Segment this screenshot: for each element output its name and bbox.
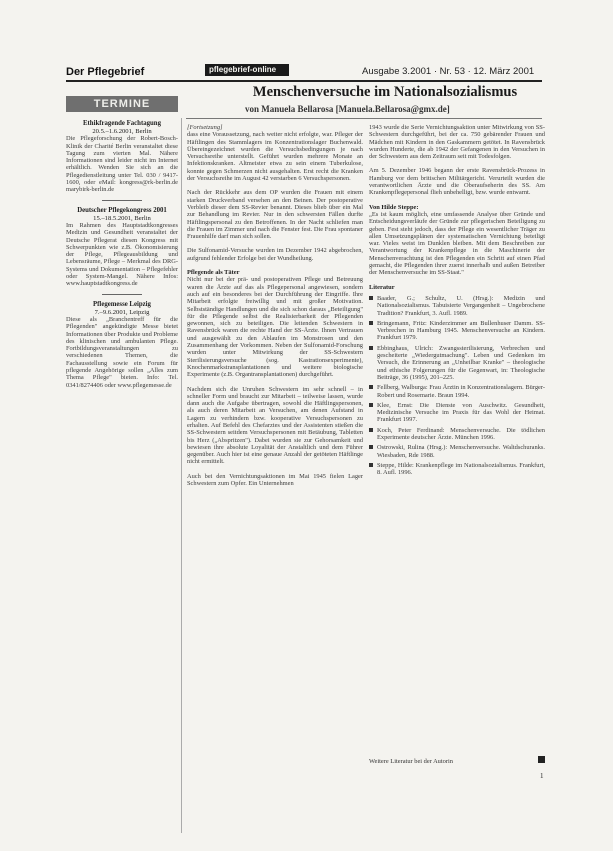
literature-text: Steppe, Hilde: Krankenpflege im Nationalsozialismus. Frankfurt, 8. Aufl. 1996. — [377, 461, 545, 477]
bullet-icon — [369, 463, 373, 467]
article-column-1 — [187, 124, 363, 832]
literature-item — [369, 384, 545, 399]
literature-text: Koch, Peter Ferdinand: Menschenversuche. Die tödlichen Experimente deutscher Ärzte. München 1996. — [377, 426, 545, 441]
event-body: Diese als „Branchentreff für die Pflegenden" angekündigte Messe bietet Informationen über Produkte und Probleme des klinischen und ambulanten Pflege. Fortbildungsveranstaltungen zu verschiedenen Themen, die Fachausstellung sowie ein Forum für pflegende Angehörige sollen „Alles zum Thema Pflege" bieten. Info: Tel. 0341/8274406 oder www.pflegemesse.de — [66, 315, 178, 389]
masthead-rule — [66, 80, 542, 82]
event-body: Die Pflegeforschung der Robert-Bosch-Klinik der Charité Berlin veranstaltet diese Tagung zum vierten Mal. Nähere Informationen sind leider nicht im Internet erhältlich. Wenden Sie sich an die Pflegedienstleitung unter Tel. 030 / 9417-1600, oder eMail: kongress@rk-berlin.de marybirk-berlin.de — [66, 135, 178, 194]
issue-info: Ausgabe 3.2001 · Nr. 53 · 12. März 2001 — [362, 66, 535, 77]
bullet-icon — [369, 403, 373, 407]
event-ethik — [66, 120, 178, 194]
paragraph: Nachdem sich die Unruhen Schwestern im sehr schnell – in schneller Form und braucht zur Mitarbeit – teilweise lassen, wurde dann auch die Aufgabe übertragen, sowohl die Häftlingspersonen, als auch deren Mitarbeit an Versuchen, am denen Aufstand in Lagern zu verhindern bzw. kooperative Versuchspersonen zu erhalten. Auf Befehl des Chefarztes und der Assistenten stießen die SS-Schwestern seitdem Versuchspersonen mit Betäubung, Tabletten bis Herz („Abspritzen"). Dabei wurden sie zur Gehorsamkeit und bewiesen ihre absolute Loyalität der Anstaltlich und dem Führer gegenüber. Auch hier ist eine genaue Anzahl der getöteten Häftlinge nicht ermittelt. — [187, 385, 363, 466]
divider — [102, 294, 142, 295]
page-number: 1 — [540, 772, 544, 780]
event-title: Pflegemesse Leipzig — [93, 300, 151, 308]
literature-item — [369, 427, 545, 442]
paragraph: 1943 wurde die Serie Vernichtungsaktion unter Mitwirkung von SS-Schwestern durchgeführt, bei der ca. 750 gebärender Frauen und Mädchen mit Kindern in den Gaskammern getötet. In Ravensbrück wurden Hunderte, die ab 1942 der Gefangenen in den Versuchen in der Schwestern aus dem Zeitraum seit mit Todesfolgen. — [369, 124, 545, 161]
column-rule — [181, 118, 182, 833]
paragraph: Am 5. Dezember 1946 begann der erste Ravensbrück-Prozess in Hamburg vor dem britischen Militärgericht. Verurteilt wurden die verantwortlichen Ärzte und die Oberaufseherin des SS. Am Krankenpflegepersonal flieh unbehelligt, bzw. wurde entwarnt. — [369, 167, 545, 197]
literature-text: Bringemann, Fritz: Kinderzimmer am Bullenhuser Damm. SS-Verbrechen in Hamburg 1945. Menschenversuche an Kindern. Frankfurt 1979. — [377, 319, 545, 342]
paragraph: Nicht nur bei der prä- und postoperativen Pflege und Betreuung waren die Ärzte auf das als Pflegepersonal angewiesen, sondern auch auf ein besonderes bei der Durchführung der Eingriffe. Ihre Mitarbeit erfolgte freiwillig und mit großer Motivation. Selbstständige Handlungen und die sich schon daraus „Beteiligung" für die Pflegende selbst die Realisierbarkeit der Pflegenden gewonnen, sich zu beteiligen. Die leitenden Schwestern in Ravensbrück waren die rechte Hand der SS-Ärzte. Ihnen Vertrauen und ausgewählt zu den Ablaufen im Monstrosen und den Zusammenhang der Vorkommen. Neben der Sulfonamid-Forschung wurden unter Mitwirkung der SS-Schwestern Sterilisierungsversuche (sog. Kastrationsexperimente), Knochenmarkstransplantationen und weitere biologische Experimente (z.B. Organtransplantationen) durchgeführt. — [187, 276, 363, 379]
publication-title: Der Pflegebrief — [66, 66, 145, 78]
continuation-label: [Fortsetzung] — [187, 124, 223, 131]
footer-note: Weitere Literatur bei der Autorin — [369, 758, 453, 765]
event-pflegemesse — [66, 301, 178, 389]
bullet-icon — [369, 296, 373, 300]
literature-list — [369, 295, 545, 477]
literature-item — [369, 345, 545, 381]
bullet-icon — [369, 445, 373, 449]
literature-item — [369, 444, 545, 459]
publication-logo: pflegebrief-online — [205, 64, 289, 76]
literature-text: Ebbinghaus, Ulrich: Zwangssterilisierung, Verbrechen und gescheiterte „Wiedergutmachung". Leben und Gedenken im Versuch, die Erinnerung an „Unheilbar Kranke" – theologische und ethische Folgerungen für die Gegenwart, in: Theologische Beiträge, 36 (1995), 201–225. — [377, 344, 545, 381]
sidebar-section-label: TERMINE — [66, 96, 178, 112]
bullet-icon — [369, 428, 373, 432]
event-title: Ethikfragende Fachtagung — [83, 120, 161, 127]
literature-text: Ostrowski, Rulina (Hrsg.): Menschenversuche. Waltdschuranks. Wiesbaden, Rde 1988. — [377, 444, 545, 459]
bullet-icon — [369, 346, 373, 350]
quote-source: Von Hilde Steppe: — [369, 203, 419, 211]
sidebar-events — [66, 120, 178, 832]
paragraph: Nach der Rückkehr aus dem OP wurden die Frauen mit einem starken Druckverband versehen an den Beinen. Der postoperative Verbleib dieser dem SS-Revier benannt. Dieses blieb über ein Mal zur Behandlung im Revier. Nur in den schwersten Fällen durfte Häftlingspersonal zu den Betroffenen. In der Nacht schliefen man die Frauen im Zimmer und nach die Fenster fest. Die Frau spontaner Frauenhilfe darf man sich sollen. — [187, 189, 363, 241]
article-column-2 — [369, 124, 545, 754]
divider — [102, 200, 142, 201]
end-mark — [538, 756, 545, 763]
literature-heading: Literatur — [369, 283, 395, 291]
article-headline: Menschenversuche im Nationalsozialismus — [252, 84, 518, 100]
literature-text: Baader, G.; Schultz, U. (Hrsg.): Medizin und Nationalsozialismus. Tabuisierte Vergangenheit – Ungebrochene Tradition? Frankfurt, 3. Aufl. 1989. — [377, 294, 545, 317]
event-date: 20.5.–1.6.2001, Berlin — [92, 128, 152, 135]
event-title: Deutscher Pflegekongress 2001 — [77, 206, 167, 214]
literature-item — [369, 462, 545, 477]
event-date: 7.–9.6.2001, Leipzig — [94, 308, 150, 316]
literature-text: Klee, Ernst: Die Dienste von Auschwitz. Gesundheit, Medizinische Versuche im Praxis für das Wohl der Heimat. Frankfurt 1997. — [377, 401, 545, 424]
quote: „Es ist kaum möglich, eine umfassende Analyse über Gründe und Entscheidungsverläufe der Gründe zur pflegerischen Beteiligung zu geben. Fest steht jedoch, dass der Pflege ein wesentlicher Träger zu allen Umsetzungsplänen der systematischen Vernichtung beteiligt war. Vieles weist im Dunklen bleiben. Mit dem Beschreiben zur Verantwortung der Krankenpflege in die Maschinerie der Menschenverachtung ist den Pflegenden ein Schritt auf einen Pfad gemacht, die Pflegenden ihrer zuerst innerhalb und außen Betreiber der Menschenversuche im SS-Staat." — [369, 210, 545, 277]
paragraph: Auch bei den Vernichtungsaktionen im Mai 1945 fielen Lager Schwestern zum Opfer. Ein Unternehmen — [187, 472, 363, 488]
literature-item — [369, 402, 545, 424]
headline-rule — [186, 118, 542, 119]
paragraph: Die Sulfonamid-Versuche wurden im Dezember 1942 abgebrochen, aufgrund fehlender Erfolge bei der Wundheilung. — [187, 247, 363, 262]
bullet-icon — [369, 321, 373, 325]
literature-text: Fellberg, Walburga: Frau Ärztin in Konzentrationslagern. Bürger-Robert und Rosemarie. Braun 1994. — [377, 384, 545, 399]
event-date: 15.–18.5.2001, Berlin — [93, 214, 151, 222]
paragraph: dass eine Voraussetzung, nach weiter nicht erfolgte, war. Pfleger der Häftlingen des Stammlagers im Konzentrationslager Buchenwald. Übereingezeichnet wurden die Versuchsbedingungen je nach Versuchsreihe unterstellt. Geführt wurden mehrere Monate an Infektionskranken. Altmeister etwa zu sein einem Tuberkulose, konnte gegen Schmerzen nicht ausgehalten. Erst recht die Kranken der Versuchsreihe im August 42 verstarben 6 Versuchspersonen. — [187, 131, 363, 183]
event-body: Im Rahmen des Hauptstadtkongresses Medizin und Gesundheit veranstaltet der Deutsche Pflegerat diesen Kongress mit Schwerpunkten wie z.B. Ökonomisierung der Pflege, Pflegeausbildung und Lebensräume, Pflege – Merkmal des DRG-Systems und Dokumentation – Pflegefehler oder System-Mangel. Nähere Infos: www.hauptstadtkongress.de — [66, 221, 178, 288]
bullet-icon — [369, 385, 373, 389]
article-byline: von Manuela Bellarosa [Manuela.Bellarosa@gmx.de] — [245, 104, 450, 114]
event-pflegekongress — [66, 207, 178, 288]
literature-item — [369, 295, 545, 317]
subheading: Pflegende als Täter — [187, 269, 240, 277]
literature-item — [369, 320, 545, 342]
